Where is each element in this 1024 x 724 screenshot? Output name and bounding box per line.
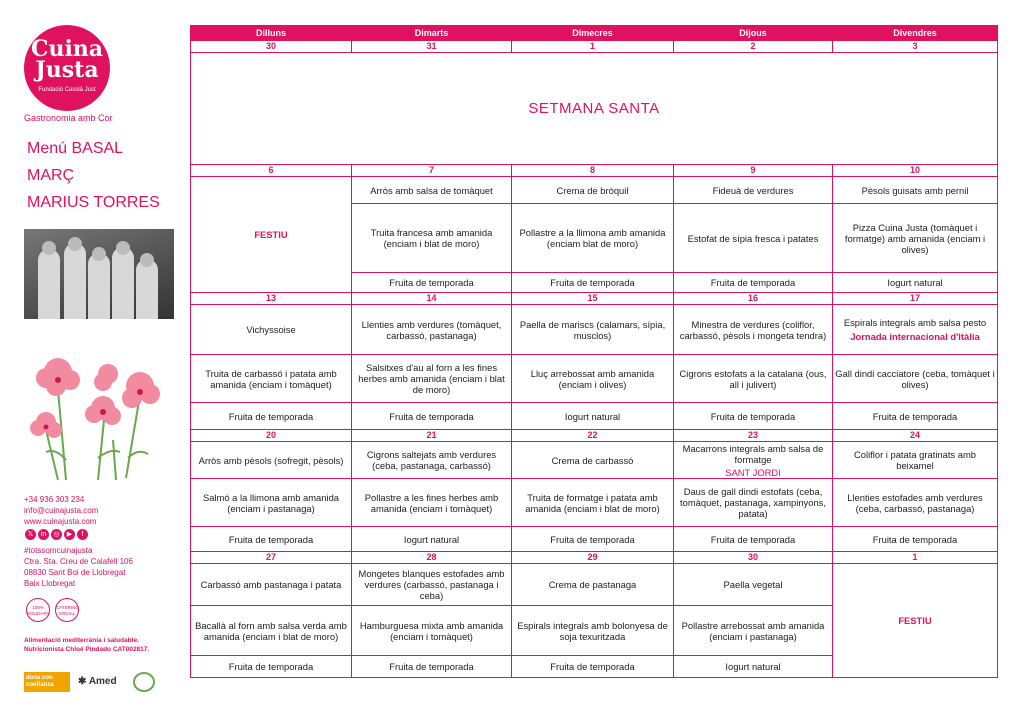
email-link[interactable]: info@cuinajusta.com [24, 506, 99, 515]
italy-day-note: Jornada internacional d'Itàlia [850, 331, 980, 342]
menu-month: MARÇ [27, 167, 75, 184]
date-cell: 7 [352, 165, 512, 177]
date-row [191, 165, 998, 177]
menu-item: Iogurt natural [833, 273, 998, 293]
menu-item: Carbassó amb pastanaga i patata [191, 564, 352, 606]
menu-item: Truita de formatge i patata amb amanida (enciam i blat de moro) [512, 479, 674, 527]
menu-item-cell [674, 442, 833, 479]
holiday-cell: FESTIU [833, 564, 998, 678]
date-row [191, 430, 998, 442]
date-row [191, 552, 998, 564]
amed-icon: ✱ [78, 676, 87, 687]
menu-item: Iogurt natural [512, 403, 674, 430]
hashtag: #totssomcuinajusta [24, 546, 93, 555]
date-cell: 30 [191, 41, 352, 53]
date-cell: 29 [512, 552, 674, 564]
menu-item: Pollastre arrebossat amb amanida (enciam i pastanaga) [674, 606, 833, 656]
menu-item: Fruita de temporada [833, 403, 998, 430]
date-cell: 20 [191, 430, 352, 442]
menu-item: Espirals integrals amb bolonyesa de soja texuritzada [512, 606, 674, 656]
menu-item: Estofat de sípia fresca i patates [674, 204, 833, 273]
menu-item: Fruita de temporada [512, 656, 674, 678]
menu-item: Fruita de temporada [352, 273, 512, 293]
date-cell: 1 [833, 552, 998, 564]
solidary-badge: 100% SOLIDARY [26, 598, 50, 622]
first-course-row [191, 442, 998, 479]
date-row [191, 41, 998, 53]
menu-item: Fruita de temporada [191, 656, 352, 678]
date-cell: 17 [833, 293, 998, 305]
menu-item: Mongetes blanques estofades amb verdures (carbassó, pastanaga i ceba) [352, 564, 512, 606]
staff-photo [24, 229, 174, 319]
date-cell: 27 [191, 552, 352, 564]
menu-item: Fruita de temporada [191, 527, 352, 552]
day-thursday: Dijous [674, 26, 833, 41]
menu-item: Crema de bròquil [512, 177, 674, 204]
menu-item: Arròs amb pèsols (sofregit, pèsols) [191, 442, 352, 479]
menu-item: Fruita de temporada [833, 527, 998, 552]
menu-item: Cigrons saltejats amb verdures (ceba, pastanaga, carbassó) [352, 442, 512, 479]
menu-item: Gall dindi cacciatore (ceba, tomàquet i olives) [833, 355, 998, 403]
menu-item: Fruita de temporada [352, 403, 512, 430]
nutrition-note [24, 636, 149, 654]
instagram-icon[interactable]: ◎ [51, 529, 62, 540]
web-link[interactable]: www.cuinajusta.com [24, 517, 97, 526]
day-wednesday: Dimecres [512, 26, 674, 41]
menu-item: Lluç arrebossat amb amanida (enciam i olives) [512, 355, 674, 403]
date-cell: 10 [833, 165, 998, 177]
date-cell: 24 [833, 430, 998, 442]
first-course-row [191, 564, 998, 606]
school-name: MARIUS TORRES [27, 194, 160, 211]
address-line1: Ctra. Sta. Creu de Calafell 106 [24, 557, 133, 566]
first-course-row [191, 177, 998, 204]
date-cell: 30 [674, 552, 833, 564]
dessert-row [191, 403, 998, 430]
menu-item: Paella vegetal [674, 564, 833, 606]
tagline: Gastronomia amb Cor [24, 113, 113, 123]
menu-item: Cigrons estofats a la catalana (ous, all i julivert) [674, 355, 833, 403]
menu-item: Fideuà de verdures [674, 177, 833, 204]
menu-item: Pollastre a la llimona amb amanida (enciam blat de moro) [512, 204, 674, 273]
menu-item: Fruita de temporada [674, 273, 833, 293]
logo-line2: Justa [35, 57, 99, 83]
menu-item: Pèsols guisats amb pernil [833, 177, 998, 204]
menu-item: Daus de gall dindi estofats (ceba, tomàquet, pastanaga, xampinyons, patata) [674, 479, 833, 527]
date-cell: 15 [512, 293, 674, 305]
menu-item: Vichyssoise [191, 305, 352, 355]
holiday-week-row [191, 53, 998, 165]
menu-item: Truita francesa amb amanida (enciam i blat de moro) [352, 204, 512, 273]
menu-item: Paella de mariscs (calamars, sípia, musclos) [512, 305, 674, 355]
menu-item: Coliflor i patata gratinats amb beixamel [833, 442, 998, 479]
date-cell: 22 [512, 430, 674, 442]
dona-confianza-logo: dona con confianza [24, 672, 70, 692]
second-course-row [191, 355, 998, 403]
date-cell: 14 [352, 293, 512, 305]
menu-item: Hamburguesa mixta amb amanida (enciam i tomàquet) [352, 606, 512, 656]
menu-item: Pizza Cuina Justa (tomàquet i formatge) amb amanida (enciam i olives) [833, 204, 998, 273]
menu-item: Fruita de temporada [512, 273, 674, 293]
contact-info [24, 494, 98, 527]
amed-logo [78, 672, 128, 692]
menu-item: Minestra de verdures (coliflor, carbassó, pèsols i mongeta tendra) [674, 305, 833, 355]
facebook-icon[interactable]: f [77, 529, 88, 540]
youtube-icon[interactable]: ▶ [64, 529, 75, 540]
date-cell: 1 [512, 41, 674, 53]
x-icon[interactable]: 𝕏 [25, 529, 36, 540]
menu-item: Arròs amb salsa de tomàquet [352, 177, 512, 204]
date-cell: 21 [352, 430, 512, 442]
date-cell: 3 [833, 41, 998, 53]
menu-item: Fruita de temporada [674, 527, 833, 552]
date-cell: 8 [512, 165, 674, 177]
phone: +34 936 303 234 [24, 495, 85, 504]
date-cell: 16 [674, 293, 833, 305]
menu-item: Bacallà al forn amb salsa verda amb amanida (enciam i blat de moro) [191, 606, 352, 656]
address-line2: 08830 Sant Boi de Llobregat [24, 568, 126, 577]
sidebar [0, 0, 185, 724]
menu-item: Iogurt natural [352, 527, 512, 552]
day-header-row [191, 26, 998, 41]
menu-item: Fruita de temporada [352, 656, 512, 678]
nutrition-line1: Alimentació mediterrània i saludable. [24, 637, 139, 644]
menu-title: Menú BASAL [27, 140, 124, 157]
address-block [24, 545, 133, 589]
logo-line3: Fundació Cassià Just [38, 87, 96, 93]
menu-item: Fruita de temporada [674, 403, 833, 430]
menu-item: Salsitxes d'au al forn a les fines herbes amb amanida (enciam i blat de moro) [352, 355, 512, 403]
holiday-cell: FESTIU [191, 177, 352, 293]
menu-item: Fruita de temporada [512, 527, 674, 552]
menu-item: Truita de carbassó i patata amb amanida (enciam i tomàquet) [191, 355, 352, 403]
sant-jordi-note: SANT JORDI [725, 466, 781, 478]
first-course-row [191, 305, 998, 355]
date-cell: 13 [191, 293, 352, 305]
social-icons [25, 529, 88, 540]
cuina-justa-logo [24, 25, 110, 111]
amed-logo-text: Amed [88, 676, 117, 687]
menu-item: Salmó a la llimona amb amanida (enciam i pastanaga) [191, 479, 352, 527]
day-tuesday: Dimarts [352, 26, 512, 41]
catering-social-badge: CATERING SOCIAL [55, 598, 79, 622]
date-cell: 9 [674, 165, 833, 177]
logo-line1: Cuina [30, 36, 104, 62]
menu-item: Espirals integrals amb salsa pesto [843, 317, 987, 328]
date-cell: 31 [352, 41, 512, 53]
linkedin-icon[interactable]: in [38, 529, 49, 540]
menu-item: Fruita de temporada [191, 403, 352, 430]
menu-item: Crema de pastanaga [512, 564, 674, 606]
address-line3: Baix Llobregat [24, 579, 76, 588]
menu-item: Macarrons integrals amb salsa de formatge [682, 442, 824, 465]
date-cell: 23 [674, 430, 833, 442]
menu-item: Pollastre a les fines herbes amb amanida (enciam i tomàquet) [352, 479, 512, 527]
date-cell: 2 [674, 41, 833, 53]
setmana-santa-banner: SETMANA SANTA [191, 53, 998, 165]
menu-item: Llenties estofades amb verdures (ceba, carbassó, pastanaga) [833, 479, 998, 527]
menu-item: Llenties amb verdures (tomàquet, carbassó, pastanaga) [352, 305, 512, 355]
second-course-row [191, 479, 998, 527]
flowers-illustration [28, 340, 173, 485]
day-friday: Divendres [833, 26, 998, 41]
menu-calendar [190, 25, 998, 678]
nutrition-line2: Nutricionista Chloé Pindado CAT002817. [24, 646, 150, 653]
date-cell: 28 [352, 552, 512, 564]
date-cell: 6 [191, 165, 352, 177]
date-row [191, 293, 998, 305]
menu-item-cell [833, 305, 998, 355]
menu-item: Crema de carbassó [512, 442, 674, 479]
day-monday: Dilluns [191, 26, 352, 41]
seal-logo [133, 672, 155, 692]
menu-item: Iogurt natural [674, 656, 833, 678]
dessert-row [191, 527, 998, 552]
